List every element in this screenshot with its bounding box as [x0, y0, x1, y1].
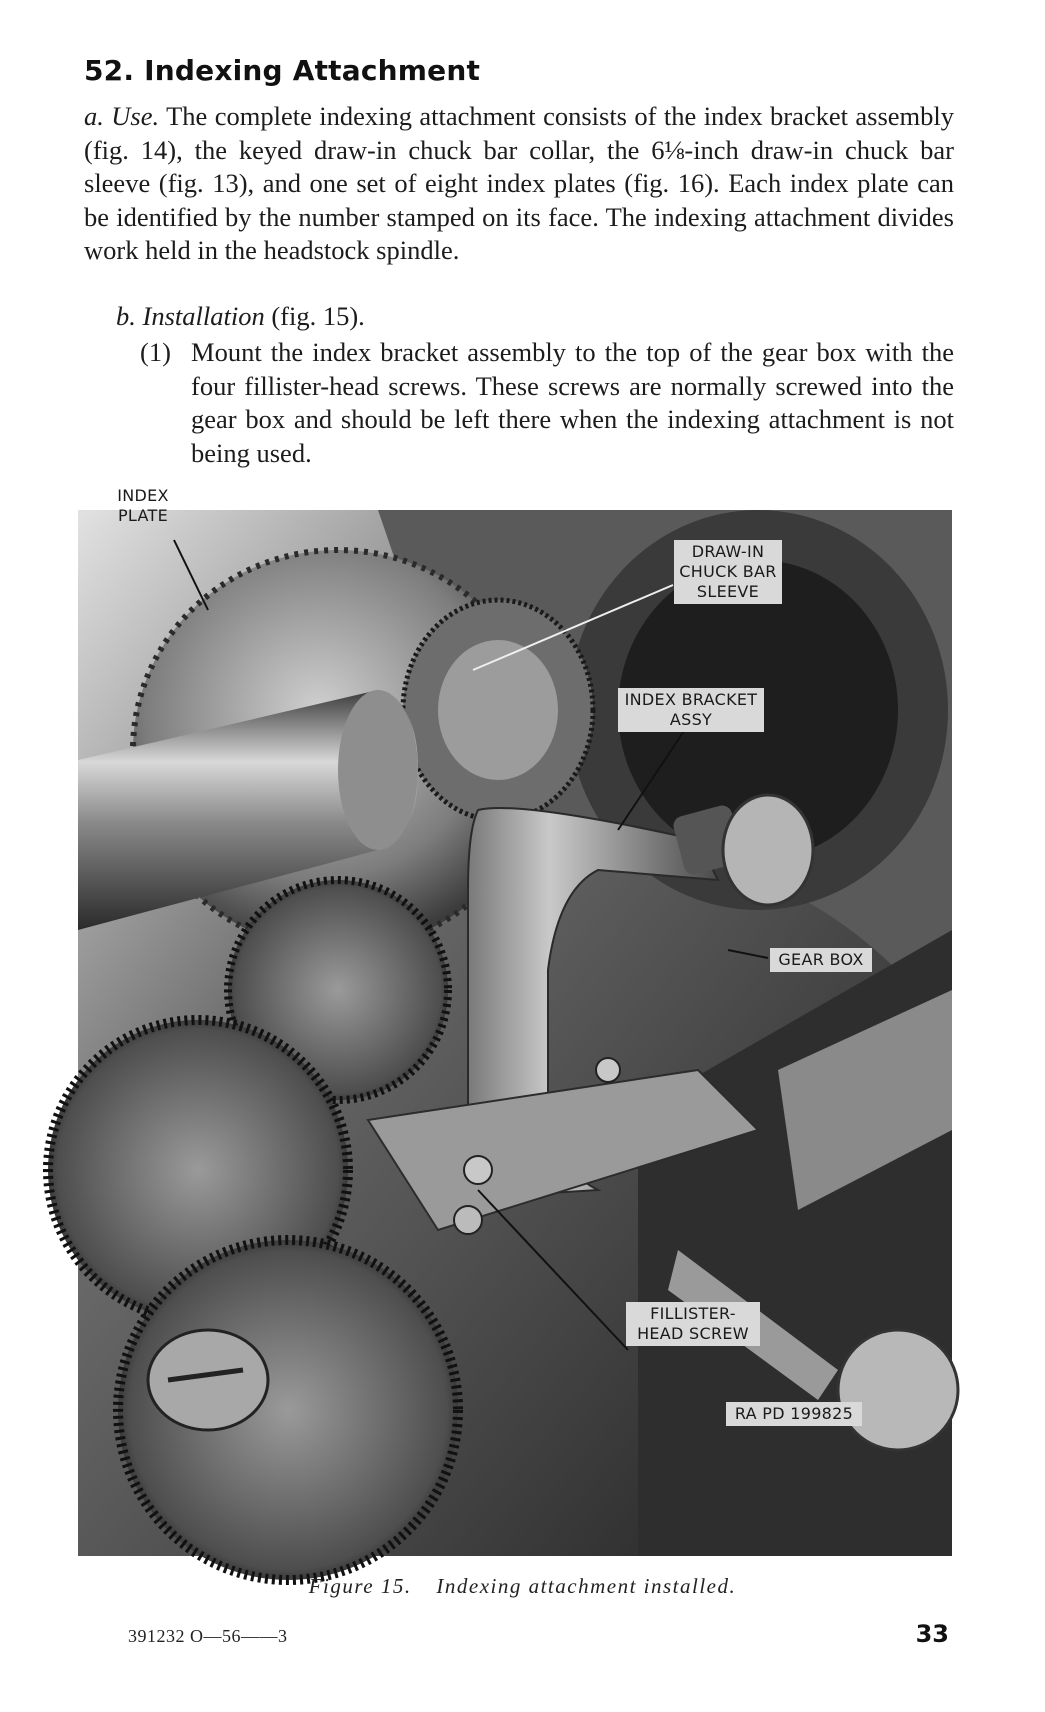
figure-caption-label: Figure 15.: [308, 1574, 412, 1598]
paragraph-b1-number: (1): [140, 337, 171, 367]
paragraph-b-ref: (fig. 15).: [271, 301, 365, 331]
callout-fillister-head-screw: FILLISTER-HEAD SCREW: [626, 1302, 760, 1346]
figure-15-photo: [78, 486, 952, 1556]
page-number: 33: [915, 1620, 949, 1648]
figure-caption: [0, 1574, 1045, 1599]
figure-reference-code: RA PD 199825: [726, 1402, 862, 1426]
paragraph-b-title: Installation: [142, 301, 265, 331]
paragraph-b1: [140, 336, 954, 470]
figure-caption-text: Indexing attachment installed.: [436, 1574, 737, 1598]
callout-draw-in-chuck-bar-sleeve: DRAW-IN CHUCK BAR SLEEVE: [674, 540, 782, 604]
paragraph-a-label: a. Use.: [84, 101, 160, 131]
indexing-attachment-illustration: [78, 510, 952, 1556]
section-heading: 52. Indexing Attachment: [84, 54, 481, 87]
callout-gear-box: GEAR BOX: [770, 948, 872, 972]
paragraph-b-label: b.: [116, 301, 136, 331]
footer-print-code: 391232 O—56——3: [128, 1626, 288, 1646]
callout-index-bracket-assy: INDEX BRACKET ASSY: [618, 688, 764, 732]
paragraph-a-text: The complete indexing attachment consists of the index bracket assembly (fig. 14), the keyed draw-in chuck bar collar, the 6⅛-inch draw-in chuck bar sleeve (fig. 13), and one set of eight index plates (fig. 16). Each index plate can be identified by the number stamped on its face. The indexing attachment divides work held in the headstock spindle.: [84, 101, 955, 265]
callout-index-plate: INDEX PLATE: [117, 486, 169, 525]
paragraph-b: [116, 300, 986, 334]
paragraph-a: [84, 100, 954, 268]
paragraph-b1-text: Mount the index bracket assembly to the top of the gear box with the four fillister-head screws. These screws are normally screwed into the gear box and should be left there when the indexing attachment is not being used.: [191, 337, 954, 468]
